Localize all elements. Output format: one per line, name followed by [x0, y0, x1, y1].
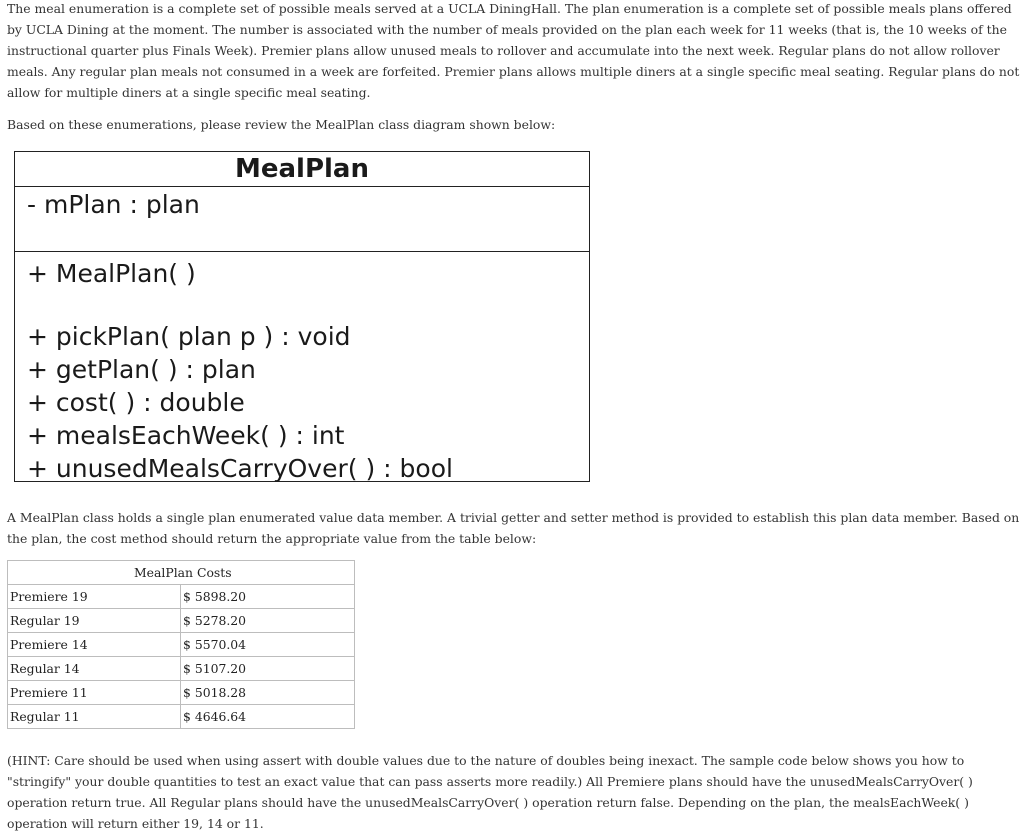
plan-cost: $ 5107.20	[181, 657, 355, 681]
plan-name: Premiere 19	[8, 585, 181, 609]
mealplan-class-diagram	[14, 151, 590, 482]
table-caption: MealPlan Costs	[8, 561, 355, 585]
table-row	[8, 585, 355, 609]
method-cost: + cost( ) : double	[27, 388, 245, 417]
class-operations	[15, 257, 589, 485]
review-paragraph: Based on these enumerations, please review the MealPlan class diagram shown below:	[7, 117, 556, 132]
table-row	[8, 705, 355, 729]
method-getplan: + getPlan( ) : plan	[27, 355, 256, 384]
table-caption-row	[8, 561, 355, 585]
plan-name: Premiere 11	[8, 681, 181, 705]
plan-cost: $ 4646.64	[181, 705, 355, 729]
plan-name: Regular 14	[8, 657, 181, 681]
table-row	[8, 657, 355, 681]
plan-cost: $ 5018.28	[181, 681, 355, 705]
plan-name: Regular 11	[8, 705, 181, 729]
plan-cost: $ 5898.20	[181, 585, 355, 609]
method-mealseachweek: + mealsEachWeek( ) : int	[27, 421, 345, 450]
plan-cost: $ 5570.04	[181, 633, 355, 657]
plan-name: Premiere 14	[8, 633, 181, 657]
table-row	[8, 681, 355, 705]
class-attributes	[15, 187, 589, 252]
hint-paragraph: (HINT: Care should be used when using assert with double values due to the nature of doubles being inexact. The sample code below shows you how to "stringify" your double quantities to test an exact value that can pass asserts more readily.) All Premiere plans should have the unusedMealsCarryOver( ) operation return true. All Regular plans should have the unusedMealsCarryOver( ) operation return false. Depending on the plan, the mealsEachWeek( ) operation will return either 19, 14 or 11.	[7, 753, 973, 831]
class-name: MealPlan	[15, 152, 589, 187]
plan-name: Regular 19	[8, 609, 181, 633]
attribute-mplan: - mPlan : plan	[27, 190, 200, 219]
intro-paragraph: The meal enumeration is a complete set of possible meals served at a UCLA DiningHall. The plan enumeration is a complete set of possible meals plans offered by UCLA Dining at the moment. The number is associated with the number of meals provided on the plan each week for 11 weeks (that is, the 10 weeks of the instructional quarter plus Finals Week). Premier plans allow unused meals to rollover and accumulate into the next week. Regular plans do not allow rollover meals. Any regular plan meals not consumed in a week are forfeited. Premier plans allows multiple diners at a single specific meal seating. Regular plans do not allow for multiple diners at a single specific meal seating.	[7, 1, 1020, 100]
mealplan-costs-table	[7, 560, 355, 729]
plan-cost: $ 5278.20	[181, 609, 355, 633]
method-unusedmealscarryover: + unusedMealsCarryOver( ) : bool	[27, 454, 453, 483]
cost-paragraph: A MealPlan class holds a single plan enumerated value data member. A trivial getter and setter method is provided to establish this plan data member. Based on the plan, the cost method should return the appropriate value from the table below:	[7, 510, 1020, 546]
constructor: + MealPlan( )	[27, 259, 196, 288]
table-row	[8, 609, 355, 633]
method-pickplan: + pickPlan( plan p ) : void	[27, 322, 351, 351]
table-row	[8, 633, 355, 657]
